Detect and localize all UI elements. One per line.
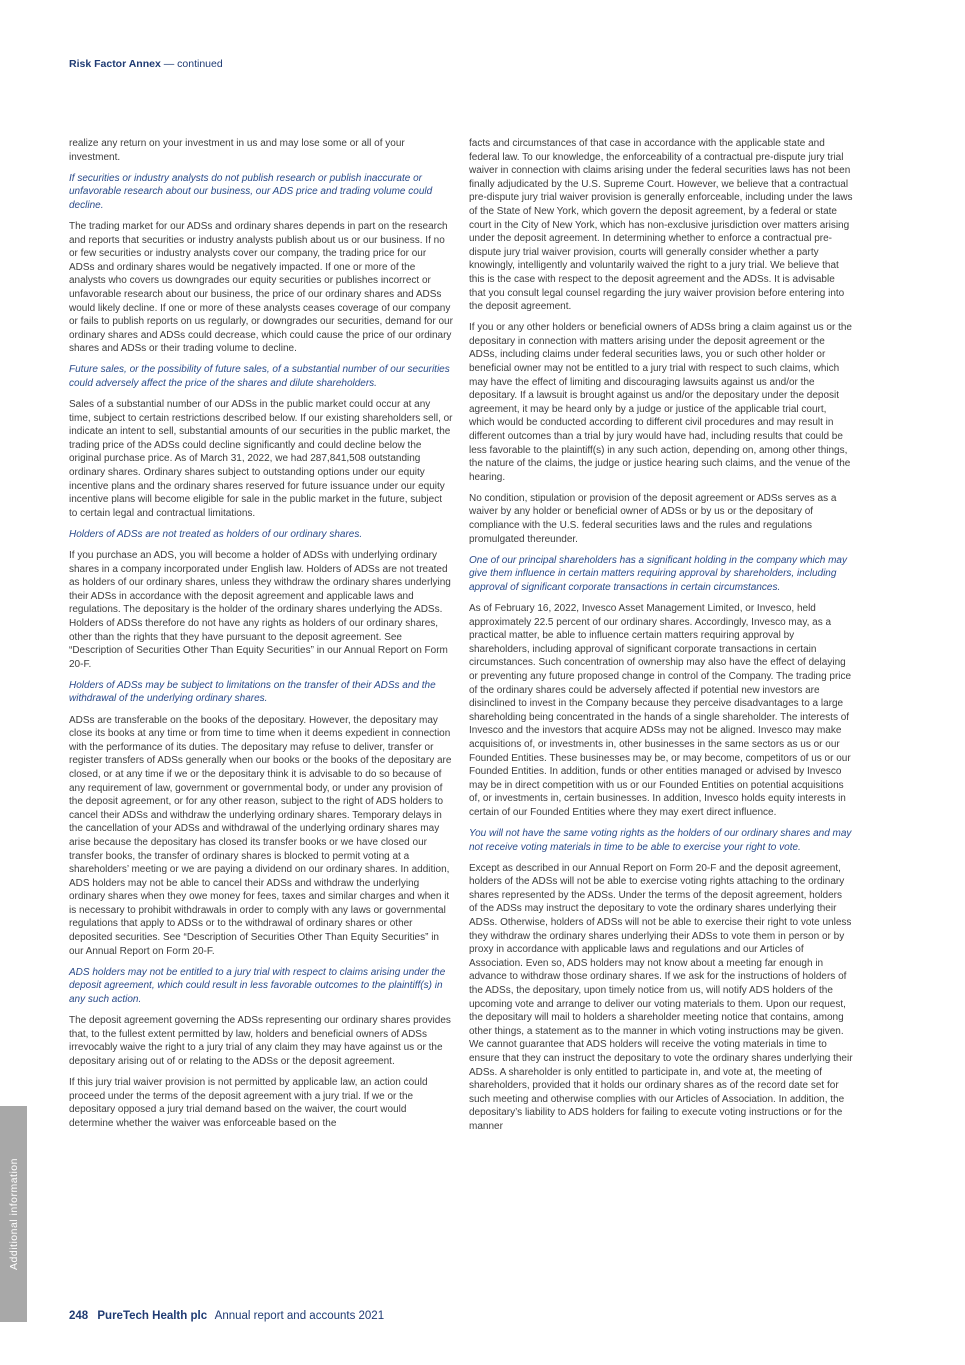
left-heading-4: Holders of ADSs may be subject to limitations on the transfer of their ADSs and the withdrawal of the underlying ordinary shares.: [69, 679, 436, 705]
left-para-1: realize any return on your investment in us and may lose some or all of your investment.: [69, 138, 405, 163]
right-para-5: Except as described in our Annual Report on Form 20-F and the deposit agreement, holders of the ADSs will not be able to exercise voting rights attaching to the ordinary shares represented by the ADSs. Under the terms of the deposit agreement, holders of the ADSs may instruct the depositary to vote the ordinary shares underlying their ADSs. Otherwise, holders of ADSs will not be able to exercise their right to vote unless they withdraw the ordinary shares underlying their ADSs to vote them in person or by proxy in accordance with applicable laws and regulations and our Articles of Association. Even so, ADS holders may not know about a meeting far enough in advance to withdraw those ordinary shares. If we ask for the instructions of holders of the ADSs, the depositary, upon timely notice from us, will notify ADS holders of the upcoming vote and arrange to deliver our voting materials to them. Upon our request, the depositary will mail to holders a shareholder meeting notice that contains, among other things, a statement as to the manner in which voting instructions may be given. We cannot guarantee that ADS holders will receive the voting materials in time to ensure that they can instruct the depositary to vote the ordinary shares underlying their ADSs. A shareholder is only entitled to participate in, and vote at, the meeting of shareholders, provided that it holds our ordinary shares as of the record date set for such meeting and otherwise complies with our Articles of Association. In addition, the depositary’s liability to ADS holders for failing to execute voting instructions or for the manner: [469, 862, 853, 1132]
right-para-1: facts and circumstances of that case in accordance with the applicable state and federal law. To our knowledge, the enforceability of a contractual pre-dispute jury trial waiver in connection with claims arising under the federal securities laws has not been finally adjudicated by the U.S. Supreme Court. However, we believe that a contractual pre-dispute jury trial waiver provision is generally enforceable, including under the laws of the State of New York, which govern the deposit agreement, by a federal or state court in the City of New York, which has non-exclusive jurisdiction over matters arising under the deposit agreement. In determining whether to enforce a contractual pre-dispute jury trial waiver provision, courts will generally consider whether a party knowingly, intelligently and voluntarily waived the right to a jury trial. We believe that this is the case with respect to the deposit agreement and the ADSs. It is advisable that you consult legal counsel regarding the jury waiver provision before entering into the deposit agreement.: [469, 138, 853, 313]
section-side-tab: [0, 1106, 27, 1322]
left-para-5: ADSs are transferable on the books of the depositary. However, the depositary may close its books at any time or from time to time when it deems expedient in connection with the performance of its duties. The depositary may refuse to deliver, transfer or register transfers of ADSs generally when our books or the books of the depositary are closed, or at any time if we or the depositary think it is advisable to do so because of any requirement of law, government or governmental body, or under any provision of the deposit agreement, or for any other reason, subject to the right of ADS holders to cancel their ADSs and withdraw the underlying ordinary shares. Temporary delays in the cancellation of your ADSs and withdrawal of the underlying ordinary shares may arise because the depositary has closed its transfer books or we have closed our transfer books, the transfer of ordinary shares is blocked to permit voting at a shareholders’ meeting or we are paying a dividend on our ordinary shares. In addition, ADS holders may not be able to cancel their ADSs and withdraw the underlying ordinary shares when they owe money for fees, taxes and similar charges and when it is necessary to prohibit withdrawals in order to comply with any laws or governmental regulations that apply to ADSs or to the withdrawal of ordinary shares or other deposited securities. See “Description of Securities Other Than Equity Securities” in our Annual Report on Form 20-F.: [69, 714, 452, 957]
page-number: 248: [69, 1310, 89, 1322]
right-para-3: No condition, stipulation or provision of the deposit agreement or ADSs serves as a waiver by any holder or beneficial owner of ADSs or by us or the depositary of compliance with the U.S. federal securities laws and the rules and regulations promulgated thereunder.: [469, 492, 837, 545]
left-column: [69, 137, 453, 1138]
left-para-6: The deposit agreement governing the ADSs representing our ordinary shares provides that, to the fullest extent permitted by law, holders and beneficial owners of ADSs irrevocably waive the right to a jury trial of any claim they may have against us or the depositary arising out of or relating to the ADSs or the deposit agreement.: [69, 1015, 451, 1067]
running-header: [69, 57, 223, 71]
right-heading-1: One of our principal shareholders has a significant holding in the company which may give them influence in certain matters requiring approval by shareholders, including approval of significant corporate transactions in certain circumstances.: [469, 554, 847, 593]
section-continued: — continued: [163, 58, 223, 70]
left-heading-5: ADS holders may not be entitled to a jury trial with respect to claims arising under the deposit agreement, which could result in less favorable outcomes to the plaintiff(s) in any such action.: [69, 966, 446, 1005]
right-column: [469, 137, 853, 1141]
left-para-4: If you purchase an ADS, you will become a holder of ADSs with underlying ordinary shares in a company incorporated under English law. Holders of ADSs are not treated as holders of our ordinary shares, unless they withdraw the ordinary shares underlying their ADSs in accordance with the deposit agreement and applicable laws and regulations. The depositary is the holder of the ordinary shares underlying the ADSs. Holders of ADSs therefore do not have any rights as holders of our ordinary shares, other than the rights that they have pursuant to the deposit agreement. See “Description of Securities Other Than Equity Securities” in our Annual Report on Form 20-F.: [69, 550, 451, 670]
right-heading-2: You will not have the same voting rights as the holders of our ordinary shares and may not receive voting materials in time to be able to exercise your right to vote.: [469, 828, 852, 853]
left-heading-2: Future sales, or the possibility of future sales, of a substantial number of our securities could adversely affect the price of the shares and dilute shareholders.: [69, 364, 450, 389]
left-para-2: The trading market for our ADSs and ordinary shares depends in part on the research and reports that securities or industry analysts publish about us or our business. If no or few securities or industry analysts cover our company, the trading price for our ADSs and ordinary shares would be negatively impacted. If one or more of the analysts who covers us downgrades our equity securities or publishes incorrect or unfavorable research about our business, the price of our ordinary shares and ADSs would likely decline. If one or more of these analysts ceases coverage of our company or fails to publish reports on us regularly, or downgrades our securities, demand for our ordinary shares and ADSs could decrease, which could cause the price of our ordinary shares and ADSs or their trading volume to decline.: [69, 220, 453, 355]
right-para-2: If you or any other holders or beneficial owners of ADSs bring a claim against us or the depositary in connection with matters arising under the deposit agreement or the ADSs, including claims under federal securities laws, you or such other holder or beneficial owner may not be entitled to a jury trial with respect to such claims, which may have the effect of limiting and discouraging lawsuits against us and/or the depositary. If a lawsuit is brought against us and/or the depositary under the deposit agreement, it may be heard only by a judge or justice of the applicable trial court, which would be conducted according to different civil procedures and may result in different outcomes than a trial by jury would have had, including results that could be less favorable to the plaintiff(s) in any such action, depending on, among other things, the nature of the claims, the judge or justice hearing such claims, and the venue of the hearing.: [469, 322, 852, 483]
page-footer: [69, 1309, 384, 1323]
right-para-4: As of February 16, 2022, Invesco Asset Management Limited, or Invesco, held approximately 22.5 percent of our ordinary shares. Accordingly, Invesco may, as a practical matter, be able to influence certain matters requiring approval by shareholders, including approval of significant corporate transactions in certain circumstances. Such concentration of ownership may also have the effect of delaying or preventing any future proposed change in control of the Company. The trading price of the ordinary shares could be adversely affected if potential new investors are disinclined to invest in the Company because they perceive disadvantages to a large shareholding being concentrated in the hands of a single shareholder. The interests of Invesco and the investors that acquire ADSs may not be aligned. Invesco may make acquisitions of, or investments in, other businesses in the same sectors as us or our Founded Entities. These businesses may be, or may become, competitors of us or our Founded Entities. In addition, funds or other entities managed or advised by Invesco may be in direct competition with us or our Founded Entities on potential acquisitions of, or investments in, certain businesses. In addition, Invesco holds equity interests in certain of our Founded Entities where they may exert direct influence.: [469, 603, 852, 818]
section-title: Risk Factor Annex: [69, 58, 161, 70]
left-para-3: Sales of a substantial number of our ADSs in the public market could occur at any time, subject to certain restrictions described below. If our existing shareholders sell, or indicate an intent to sell, substantial amounts of our securities in the public market, the trading price of the ADSs could decline significantly and could decline below the original purchase price. As of March 31, 2022, we had 287,841,508 outstanding ordinary shares. Ordinary shares subject to outstanding options under our equity incentive plans and the ordinary shares reserved for future issuance under our equity incentive plans will become eligible for sale in the public market in the future, subject to certain legal and contractual limitations.: [69, 399, 453, 519]
company-name: PureTech Health plc: [97, 1310, 208, 1322]
left-para-7: If this jury trial waiver provision is not permitted by applicable law, an action could proceed under the terms of the deposit agreement with a jury trial. If we or the depositary opposed a jury trial demand based on the waiver, the court would determine whether the waiver was enforceable based on the: [69, 1076, 428, 1129]
left-heading-1: If securities or industry analysts do not publish research or publish inaccurate or unfavorable research about our business, our ADS price and trading volume could decline.: [69, 172, 433, 211]
left-heading-3: Holders of ADSs are not treated as holders of our ordinary shares.: [69, 528, 363, 540]
report-title: Annual report and accounts 2021: [214, 1310, 385, 1322]
side-tab-label: Additional information: [7, 1158, 20, 1270]
